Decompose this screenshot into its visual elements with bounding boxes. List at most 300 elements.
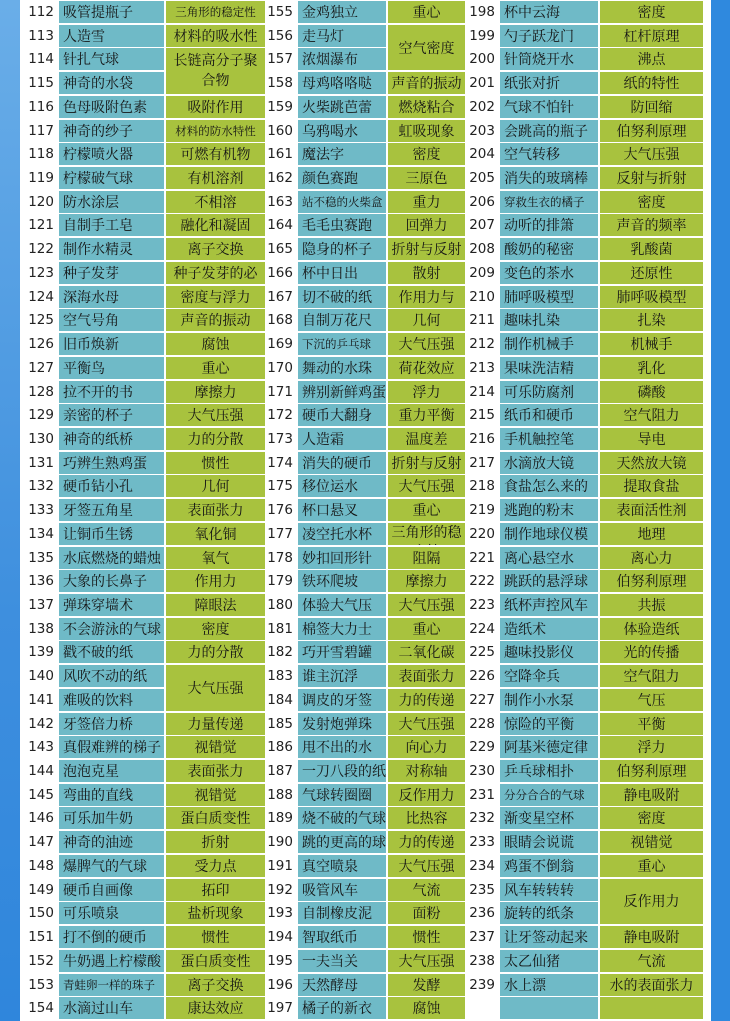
row-number: 125 xyxy=(25,309,58,331)
experiment-name: 逃跑的粉末 xyxy=(500,499,598,521)
science-concept: 扎染 xyxy=(600,309,703,331)
science-concept: 长链高分子聚合物 xyxy=(166,48,265,94)
science-concept: 种子发芽的必 xyxy=(166,262,265,284)
row-number: 154 xyxy=(25,997,58,1019)
science-concept: 折射 xyxy=(166,831,265,853)
row-number: 182 xyxy=(265,641,297,663)
row-number: 164 xyxy=(265,214,297,236)
science-concept: 密度 xyxy=(600,191,703,213)
experiment-name: 牛奶遇上柠檬酸 xyxy=(59,950,164,972)
science-concept: 荷花效应 xyxy=(388,357,465,379)
row-number: 140 xyxy=(25,665,58,687)
experiment-name: 凌空托水杯 xyxy=(298,523,386,545)
experiment-name: 巧开雪碧罐 xyxy=(298,641,386,663)
row-number: 113 xyxy=(25,25,58,47)
science-concept: 氧化铜 xyxy=(166,523,265,545)
row-number: 232 xyxy=(466,807,499,829)
row-number: 162 xyxy=(265,167,297,189)
experiment-name: 谁主沉浮 xyxy=(298,665,386,687)
experiment-name: 不会游泳的气球 xyxy=(59,618,164,640)
experiment-name: 自制万花尺 xyxy=(298,309,386,331)
science-concept: 大气压强 xyxy=(388,855,465,877)
row-number: 230 xyxy=(466,760,499,782)
row-number: 220 xyxy=(466,523,499,545)
row-number: 197 xyxy=(265,997,297,1019)
row-number: 175 xyxy=(265,475,297,497)
experiment-name: 移位运水 xyxy=(298,475,386,497)
row-number: 184 xyxy=(265,689,297,711)
row-number: 222 xyxy=(466,570,499,592)
science-concept: 腐蚀 xyxy=(388,997,465,1019)
experiment-name: 硬币钻小孔 xyxy=(59,475,164,497)
row-number: 117 xyxy=(25,120,58,142)
science-concept: 大气压强 xyxy=(388,594,465,616)
row-number: 207 xyxy=(466,214,499,236)
science-concept: 共振 xyxy=(600,594,703,616)
science-concept: 表面张力 xyxy=(166,760,265,782)
row-number: 153 xyxy=(25,974,58,996)
experiment-name: 乌鸦喝水 xyxy=(298,120,386,142)
science-concept: 浮力 xyxy=(388,381,465,403)
row-number: 131 xyxy=(25,452,58,474)
experiment-name: 神奇的水袋 xyxy=(59,72,164,94)
row-number: 192 xyxy=(265,879,297,901)
experiment-name: 切不破的纸 xyxy=(298,286,386,308)
row-number: 112 xyxy=(25,1,58,23)
science-concept: 乳化 xyxy=(600,357,703,379)
experiment-name: 发射炮弹珠 xyxy=(298,713,386,735)
science-concept: 反作用力 xyxy=(600,879,703,925)
experiment-name: 风吹不动的纸 xyxy=(59,665,164,687)
experiment-name: 金鸡独立 xyxy=(298,1,386,23)
experiment-name: 制作机械手 xyxy=(500,333,598,355)
science-concept: 提取食盐 xyxy=(600,475,703,497)
experiment-name: 食盐怎么来的 xyxy=(500,475,598,497)
science-concept xyxy=(600,997,703,1019)
science-concept: 三角形的稳定性 xyxy=(166,1,265,23)
experiment-name: 真空喷泉 xyxy=(298,855,386,877)
row-number: 141 xyxy=(25,689,58,711)
row-number: 191 xyxy=(265,855,297,877)
science-concept: 重心 xyxy=(388,1,465,23)
science-concept: 体验造纸 xyxy=(600,618,703,640)
experiment-name: 弯曲的直线 xyxy=(59,784,164,806)
science-concept: 折射与反射 xyxy=(388,452,465,474)
experiment-name: 跳跃的悬浮球 xyxy=(500,570,598,592)
experiment-name: 纸张对折 xyxy=(500,72,598,94)
row-number: 166 xyxy=(265,262,297,284)
experiment-name: 难吸的饮料 xyxy=(59,689,164,711)
experiment-name: 造纸术 xyxy=(500,618,598,640)
experiment-name: 纸币和硬币 xyxy=(500,404,598,426)
experiment-name: 站不稳的火柴盒 xyxy=(298,191,386,213)
row-number: 118 xyxy=(25,143,58,165)
science-concept: 作用力与 xyxy=(388,286,465,308)
row-number: 221 xyxy=(466,547,499,569)
experiment-name: 吸管风车 xyxy=(298,879,386,901)
science-concept: 防回缩 xyxy=(600,96,703,118)
science-concept: 惯性 xyxy=(388,926,465,948)
science-concept: 大气压强 xyxy=(166,665,265,711)
science-concept: 伯努利原理 xyxy=(600,120,703,142)
row-number: 183 xyxy=(265,665,297,687)
science-concept: 作用力 xyxy=(166,570,265,592)
experiment-name: 浓烟瀑布 xyxy=(298,48,386,70)
science-concept: 盐析现象 xyxy=(166,902,265,924)
experiment-name: 牙签五角星 xyxy=(59,499,164,521)
row-number: 226 xyxy=(466,665,499,687)
row-number: 139 xyxy=(25,641,58,663)
experiment-name: 辨别新鲜鸡蛋 xyxy=(298,381,386,403)
experiment-name: 隐身的杯子 xyxy=(298,238,386,260)
experiment-name: 变色的茶水 xyxy=(500,262,598,284)
row-number: 149 xyxy=(25,879,58,901)
row-number: 137 xyxy=(25,594,58,616)
science-concept: 平衡 xyxy=(600,713,703,735)
experiment-name: 牙签倍力桥 xyxy=(59,713,164,735)
experiment-table xyxy=(20,0,711,1021)
row-number: 128 xyxy=(25,381,58,403)
row-number: 145 xyxy=(25,784,58,806)
row-number: 223 xyxy=(466,594,499,616)
science-concept: 重力 xyxy=(388,191,465,213)
experiment-name: 戳不破的纸 xyxy=(59,641,164,663)
science-concept: 磷酸 xyxy=(600,381,703,403)
experiment-name: 可乐防腐剂 xyxy=(500,381,598,403)
row-number: 124 xyxy=(25,286,58,308)
science-concept: 声音的振动 xyxy=(166,309,265,331)
science-concept: 吸附作用 xyxy=(166,96,265,118)
science-concept: 离子交换 xyxy=(166,238,265,260)
experiment-name: 神奇的纸桥 xyxy=(59,428,164,450)
science-concept: 离心力 xyxy=(600,547,703,569)
row-number: 239 xyxy=(466,974,499,996)
row-number: 120 xyxy=(25,191,58,213)
experiment-name: 甩不出的水 xyxy=(298,736,386,758)
experiment-name: 空降伞兵 xyxy=(500,665,598,687)
experiment-name: 旧币焕新 xyxy=(59,333,164,355)
experiment-name: 一刀八段的纸 xyxy=(298,760,386,782)
science-concept: 乳酸菌 xyxy=(600,238,703,260)
row-number: 180 xyxy=(265,594,297,616)
science-concept: 密度 xyxy=(600,807,703,829)
experiment-name: 柠檬喷火器 xyxy=(59,143,164,165)
row-number: 179 xyxy=(265,570,297,592)
row-number: 185 xyxy=(265,713,297,735)
science-concept: 材料的吸水性 xyxy=(166,25,265,47)
experiment-name: 分分合合的气球 xyxy=(500,784,598,806)
row-number: 173 xyxy=(265,428,297,450)
experiment-name: 穿救生衣的橘子 xyxy=(500,191,598,213)
science-concept: 视错觉 xyxy=(166,736,265,758)
row-number: 206 xyxy=(466,191,499,213)
experiment-name: 杯口悬叉 xyxy=(298,499,386,521)
row-number: 211 xyxy=(466,309,499,331)
science-concept: 伯努利原理 xyxy=(600,570,703,592)
experiment-name: 棉签大力士 xyxy=(298,618,386,640)
science-concept: 静电吸附 xyxy=(600,784,703,806)
science-concept: 几何 xyxy=(388,309,465,331)
row-number: 225 xyxy=(466,641,499,663)
experiment-name: 真假难辨的梯子 xyxy=(59,736,164,758)
row-number: 122 xyxy=(25,238,58,260)
science-concept: 离子交换 xyxy=(166,974,265,996)
experiment-name: 空气转移 xyxy=(500,143,598,165)
science-concept: 表面活性剂 xyxy=(600,499,703,521)
science-concept: 摩擦力 xyxy=(166,381,265,403)
row-number: 150 xyxy=(25,902,58,924)
science-concept: 重力平衡 xyxy=(388,404,465,426)
experiment-name: 色母吸附色素 xyxy=(59,96,164,118)
science-concept: 障眼法 xyxy=(166,594,265,616)
science-concept: 气流 xyxy=(388,879,465,901)
row-number: 195 xyxy=(265,950,297,972)
row-number: 119 xyxy=(25,167,58,189)
row-number: 210 xyxy=(466,286,499,308)
row-number: 205 xyxy=(466,167,499,189)
row-number: 234 xyxy=(466,855,499,877)
science-concept: 密度 xyxy=(600,1,703,23)
science-concept: 力的分散 xyxy=(166,428,265,450)
row-number: 219 xyxy=(466,499,499,521)
experiment-name xyxy=(500,997,598,1019)
row-number: 181 xyxy=(265,618,297,640)
row-number: 178 xyxy=(265,547,297,569)
science-concept: 可燃有机物 xyxy=(166,143,265,165)
science-concept: 反作用力 xyxy=(388,784,465,806)
experiment-name: 下沉的乒乓球 xyxy=(298,333,386,355)
science-concept: 对称轴 xyxy=(388,760,465,782)
experiment-name: 可乐喷泉 xyxy=(59,902,164,924)
row-number: 136 xyxy=(25,570,58,592)
experiment-name: 人造雪 xyxy=(59,25,164,47)
science-concept: 声音的频率 xyxy=(600,214,703,236)
science-concept: 散射 xyxy=(388,262,465,284)
science-concept: 光的传播 xyxy=(600,641,703,663)
science-concept: 惯性 xyxy=(166,926,265,948)
experiment-name: 纸杯声控风车 xyxy=(500,594,598,616)
science-concept: 康达效应 xyxy=(166,997,265,1019)
science-concept: 大气压强 xyxy=(388,950,465,972)
row-number: 237 xyxy=(466,926,499,948)
science-concept: 大气压强 xyxy=(166,404,265,426)
experiment-name: 气球不怕针 xyxy=(500,96,598,118)
science-concept: 表面张力 xyxy=(166,499,265,521)
row-number: 138 xyxy=(25,618,58,640)
row-number: 198 xyxy=(466,1,499,23)
science-concept: 重心 xyxy=(600,855,703,877)
page-side-right xyxy=(711,0,730,1021)
science-concept: 腐蚀 xyxy=(166,333,265,355)
experiment-name: 一夫当关 xyxy=(298,950,386,972)
row-number: 212 xyxy=(466,333,499,355)
science-concept: 重心 xyxy=(388,618,465,640)
experiment-name: 硬币自画像 xyxy=(59,879,164,901)
experiment-name: 深海水母 xyxy=(59,286,164,308)
science-concept: 发酵 xyxy=(388,974,465,996)
experiment-name: 弹珠穿墙术 xyxy=(59,594,164,616)
science-concept: 大气压强 xyxy=(600,143,703,165)
science-concept: 摩擦力 xyxy=(388,570,465,592)
experiment-name: 太乙仙猪 xyxy=(500,950,598,972)
experiment-name: 让铜币生锈 xyxy=(59,523,164,545)
science-concept: 气压 xyxy=(600,689,703,711)
science-concept: 融化和凝固 xyxy=(166,214,265,236)
experiment-name: 针扎气球 xyxy=(59,48,164,70)
experiment-name: 水上漂 xyxy=(500,974,598,996)
science-concept: 沸点 xyxy=(600,48,703,70)
row-number: 129 xyxy=(25,404,58,426)
science-concept: 二氧化碳 xyxy=(388,641,465,663)
row-number: 215 xyxy=(466,404,499,426)
science-concept: 空气阻力 xyxy=(600,665,703,687)
science-concept: 声音的振动 xyxy=(388,72,465,94)
row-number: 135 xyxy=(25,547,58,569)
experiment-name: 大象的长鼻子 xyxy=(59,570,164,592)
science-concept: 空气阻力 xyxy=(600,404,703,426)
row-number: 201 xyxy=(466,72,499,94)
experiment-name: 智取纸币 xyxy=(298,926,386,948)
row-number: 148 xyxy=(25,855,58,877)
science-concept: 浮力 xyxy=(600,736,703,758)
row-number: 218 xyxy=(466,475,499,497)
row-number: 158 xyxy=(265,72,297,94)
row-number: 238 xyxy=(466,950,499,972)
experiment-name: 魔法字 xyxy=(298,143,386,165)
experiment-name: 跳的更高的球 xyxy=(298,831,386,853)
science-concept: 拓印 xyxy=(166,879,265,901)
row-number: 213 xyxy=(466,357,499,379)
row-number: 209 xyxy=(466,262,499,284)
science-concept: 材料的防水特性 xyxy=(166,120,265,142)
science-concept: 向心力 xyxy=(388,736,465,758)
experiment-name: 趣味扎染 xyxy=(500,309,598,331)
science-concept: 力的分散 xyxy=(166,641,265,663)
science-concept: 导电 xyxy=(600,428,703,450)
experiment-name: 妙扣回形针 xyxy=(298,547,386,569)
science-concept: 密度与浮力 xyxy=(166,286,265,308)
science-concept: 密度 xyxy=(166,618,265,640)
row-number: 143 xyxy=(25,736,58,758)
row-number: 189 xyxy=(265,807,297,829)
experiment-name: 柠檬破气球 xyxy=(59,167,164,189)
science-concept: 肺呼吸模型 xyxy=(600,286,703,308)
row-number: 172 xyxy=(265,404,297,426)
row-number: 199 xyxy=(466,25,499,47)
experiment-name: 消失的硬币 xyxy=(298,452,386,474)
science-concept: 还原性 xyxy=(600,262,703,284)
science-concept: 比热容 xyxy=(388,807,465,829)
row-number: 214 xyxy=(466,381,499,403)
science-concept: 气流 xyxy=(600,950,703,972)
science-concept: 杠杆原理 xyxy=(600,25,703,47)
science-concept: 纸的特性 xyxy=(600,72,703,94)
row-number: 121 xyxy=(25,214,58,236)
row-number: 115 xyxy=(25,72,58,94)
experiment-name: 拉不开的书 xyxy=(59,381,164,403)
science-concept: 伯努利原理 xyxy=(600,760,703,782)
experiment-name: 肺呼吸模型 xyxy=(500,286,598,308)
experiment-name: 制作地球仪模 xyxy=(500,523,598,545)
row-number: 202 xyxy=(466,96,499,118)
science-concept: 力量传递 xyxy=(166,713,265,735)
science-concept: 视错觉 xyxy=(600,831,703,853)
experiment-name: 趣味投影仪 xyxy=(500,641,598,663)
experiment-name: 可乐加牛奶 xyxy=(59,807,164,829)
experiment-name: 酸奶的秘密 xyxy=(500,238,598,260)
science-concept: 地理 xyxy=(600,523,703,545)
experiment-name: 神奇的油迹 xyxy=(59,831,164,853)
experiment-name: 惊险的平衡 xyxy=(500,713,598,735)
experiment-name: 风车转转转 xyxy=(500,879,598,901)
science-concept: 大气压强 xyxy=(388,475,465,497)
row-number: 152 xyxy=(25,950,58,972)
science-concept: 蛋白质变性 xyxy=(166,950,265,972)
experiment-name: 防水涂层 xyxy=(59,191,164,213)
science-concept: 蛋白质变性 xyxy=(166,807,265,829)
experiment-name: 针筒烧开水 xyxy=(500,48,598,70)
row-number: 155 xyxy=(265,1,297,23)
experiment-name: 眼睛会说谎 xyxy=(500,831,598,853)
row-number: 126 xyxy=(25,333,58,355)
experiment-name: 母鸡咯咯哒 xyxy=(298,72,386,94)
experiment-name: 颜色赛跑 xyxy=(298,167,386,189)
row-number: 144 xyxy=(25,760,58,782)
science-concept: 水的表面张力 xyxy=(600,974,703,996)
experiment-name: 离心悬空水 xyxy=(500,547,598,569)
experiment-name: 体验大气压 xyxy=(298,594,386,616)
row-number: 200 xyxy=(466,48,499,70)
row-number xyxy=(466,997,499,1019)
row-number: 203 xyxy=(466,120,499,142)
experiment-name: 亲密的杯子 xyxy=(59,404,164,426)
row-number: 194 xyxy=(265,926,297,948)
row-number: 190 xyxy=(265,831,297,853)
science-concept: 氧气 xyxy=(166,547,265,569)
row-number: 231 xyxy=(466,784,499,806)
experiment-name: 吸管提瓶子 xyxy=(59,1,164,23)
experiment-name: 舞动的水珠 xyxy=(298,357,386,379)
science-concept: 阻隔 xyxy=(388,547,465,569)
experiment-name: 神奇的纱子 xyxy=(59,120,164,142)
experiment-name: 橘子的新衣 xyxy=(298,997,386,1019)
science-concept: 三原色 xyxy=(388,167,465,189)
row-number: 146 xyxy=(25,807,58,829)
science-concept: 燃烧粘合 xyxy=(388,96,465,118)
row-number: 208 xyxy=(466,238,499,260)
experiment-name: 让牙签动起来 xyxy=(500,926,598,948)
experiment-name: 渐变星空杯 xyxy=(500,807,598,829)
experiment-name: 泡泡克星 xyxy=(59,760,164,782)
science-concept: 受力点 xyxy=(166,855,265,877)
experiment-name: 水底燃烧的蜡烛 xyxy=(59,547,164,569)
science-concept: 机械手 xyxy=(600,333,703,355)
page-side-left xyxy=(0,0,20,1021)
row-number: 216 xyxy=(466,428,499,450)
experiment-name: 硬币大翻身 xyxy=(298,404,386,426)
row-number: 134 xyxy=(25,523,58,545)
row-number: 142 xyxy=(25,713,58,735)
row-number: 188 xyxy=(265,784,297,806)
science-concept: 视错觉 xyxy=(166,784,265,806)
science-concept: 大气压强 xyxy=(388,713,465,735)
science-concept: 表面张力 xyxy=(388,665,465,687)
experiment-name: 自制手工皂 xyxy=(59,214,164,236)
science-concept: 空气密度 xyxy=(388,25,465,71)
row-number: 171 xyxy=(265,381,297,403)
row-number: 159 xyxy=(265,96,297,118)
experiment-name: 水滴放大镜 xyxy=(500,452,598,474)
